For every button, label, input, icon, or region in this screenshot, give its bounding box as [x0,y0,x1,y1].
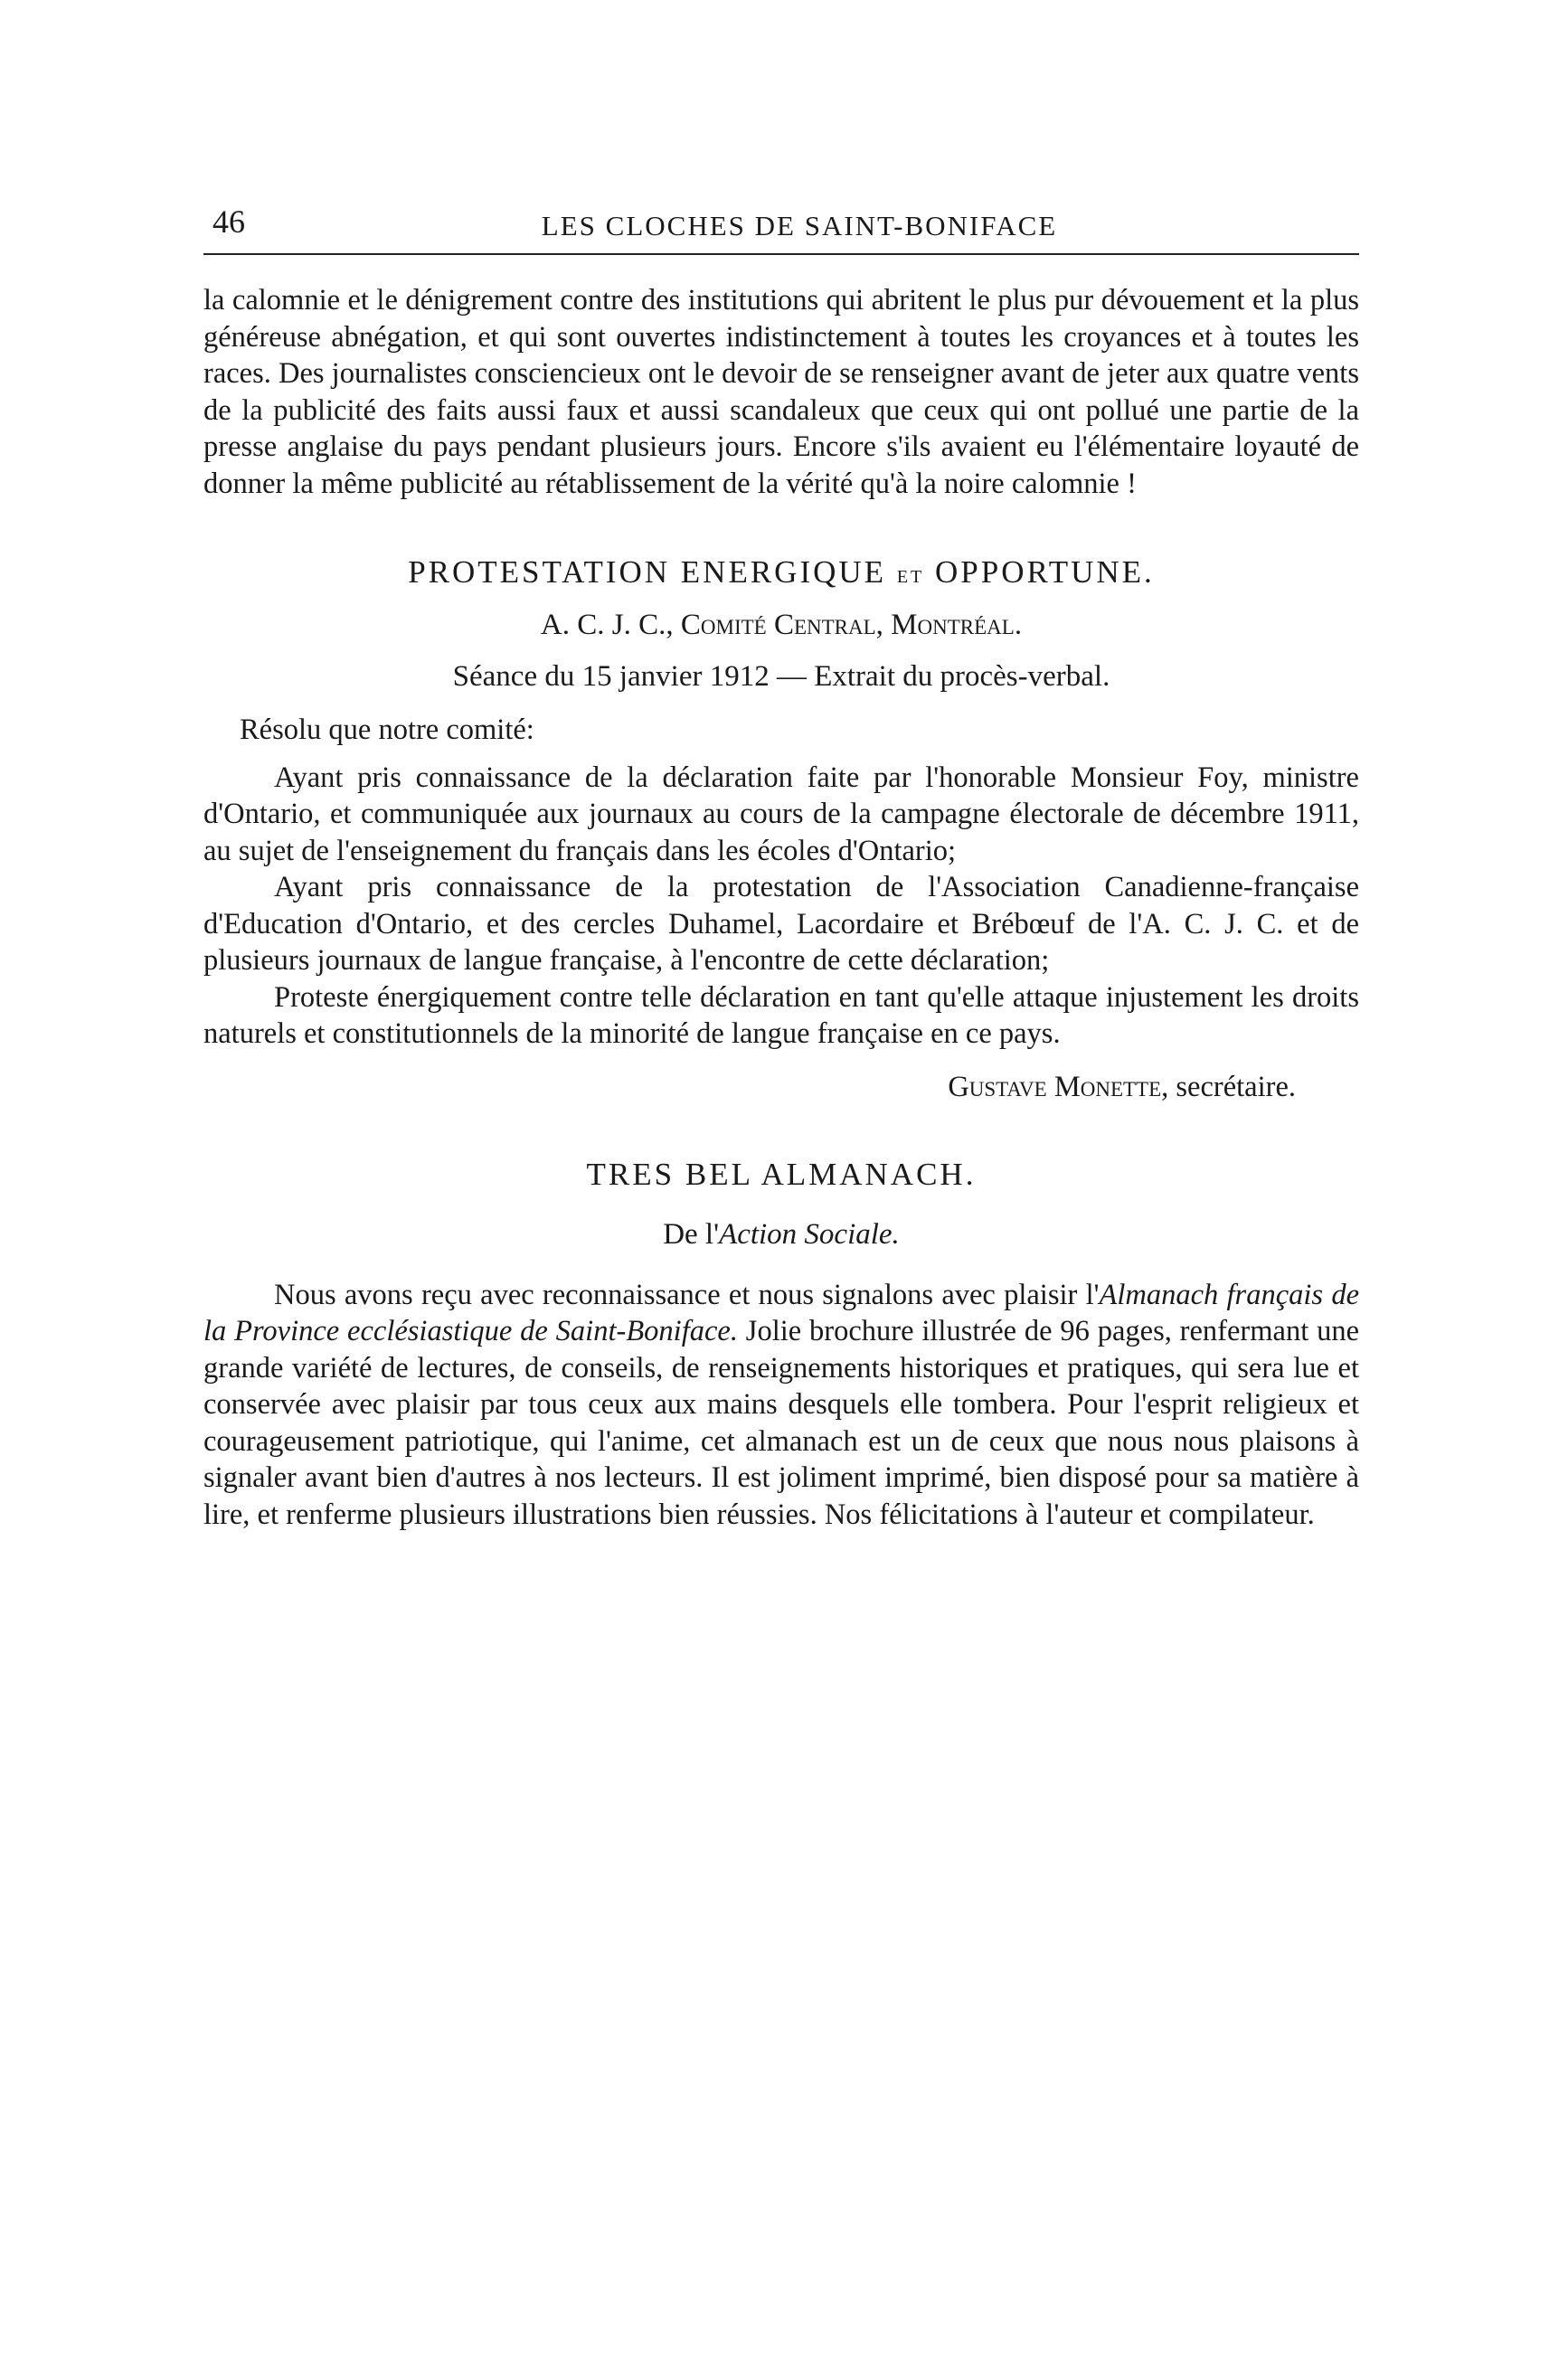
running-head: LES CLOCHES DE SAINT-BONIFACE [541,210,1058,241]
signature [203,1071,1359,1104]
section1-title-part1: PROTESTATION ENERGIQUE [408,554,887,590]
subtitle-italic: Action Sociale. [719,1217,900,1251]
clause-3: Proteste énergiquement contre telle déclaration en tant qu'elle attaque injustement les droits naturels et constitutionnels de la minorité de langue française en ce pays. [203,980,1359,1050]
signature-role: , secrétaire. [1161,1070,1296,1103]
almanach-title: Almanach français de la Province ecclésiastique de Saint-Boniface. [203,1278,1359,1347]
intro-paragraph: la calomnie et le dénigrement contre des institutions qui abritent le plus pur dévouement et la plus généreuse abnégation, et qui sont ouvertes indistinctement à toutes les croyances et à toutes les races. Des journalistes consciencieux ont le devoir de se renseigner avant de jeter aux quatre vents de la publicité des faits aussi faux et aussi scandaleux que ceux qui ont pollué une partie de la presse anglaise du pays pendant plusieurs jours. Encore s'ils avaient eu l'élémentaire loyauté de donner la même publicité au rétablissement de la vérité qu'à la noire calomnie ! [203,284,1359,500]
clause-2: Ayant pris connaissance de la protestation de l'Association Canadienne-française d'Education d'Ontario, et des cercles Duhamel, Lacordaire et Brébœuf de l'A. C. J. C. et de plusieurs journaux de langue française, à l'encontre de cette déclaration; [203,871,1359,977]
section1-title-part2: OPPORTUNE. [935,554,1155,590]
almanach-para-start: Nous avons reçu avec reconnaissance et nous signalons avec plaisir l' [274,1278,1100,1311]
book-page [203,199,1359,1533]
section1-title-conj: et [896,561,925,589]
session-line: Séance du 15 janvier 1912 — Extrait du procès-verbal. [452,660,1110,693]
clause-1: Ayant pris connaissance de la déclaration faite par l'honorable Monsieur Foy, ministre d'Ontario, et communiquée aux journaux au cours de la campagne électorale de décembre 1911, au sujet de l'enseignement du français dans les écoles d'Ontario; [203,761,1359,867]
page-number: 46 [213,203,245,240]
subtitle-prefix: De l' [663,1217,720,1251]
signature-name: Gustave Monette [948,1070,1162,1103]
almanach-paragraph [203,1277,1359,1534]
section2-subtitle [203,1218,1359,1252]
resolved-line: Résolu que notre comité: [240,714,534,746]
organization-line: A. C. J. C., Comité Central, Montréal. [540,609,1023,641]
almanach-para-rest: Jolie brochure illustrée de 96 pages, renfermant une grande variété de lectures, de conseils, de renseignements historiques et pratiques, qui sera lue et conservée avec plaisir par tous ceux aux mains desquels elle tombera. Pour l'esprit religieux et courageusement patriotique, qui l'anime, cet almanach est un de ceux que nous nous plaisons à signaler avant bien d'autres à nos lecteurs. Il est joliment imprimé, bien disposé pour sa matière à lire, et renferme plusieurs illustrations bien réussies. Nos félicitations à l'auteur et compilateur. [203,1315,1359,1531]
section2-title: TRES BEL ALMANACH. [586,1156,977,1192]
page-header [203,199,1359,255]
section1-title [203,554,1359,591]
